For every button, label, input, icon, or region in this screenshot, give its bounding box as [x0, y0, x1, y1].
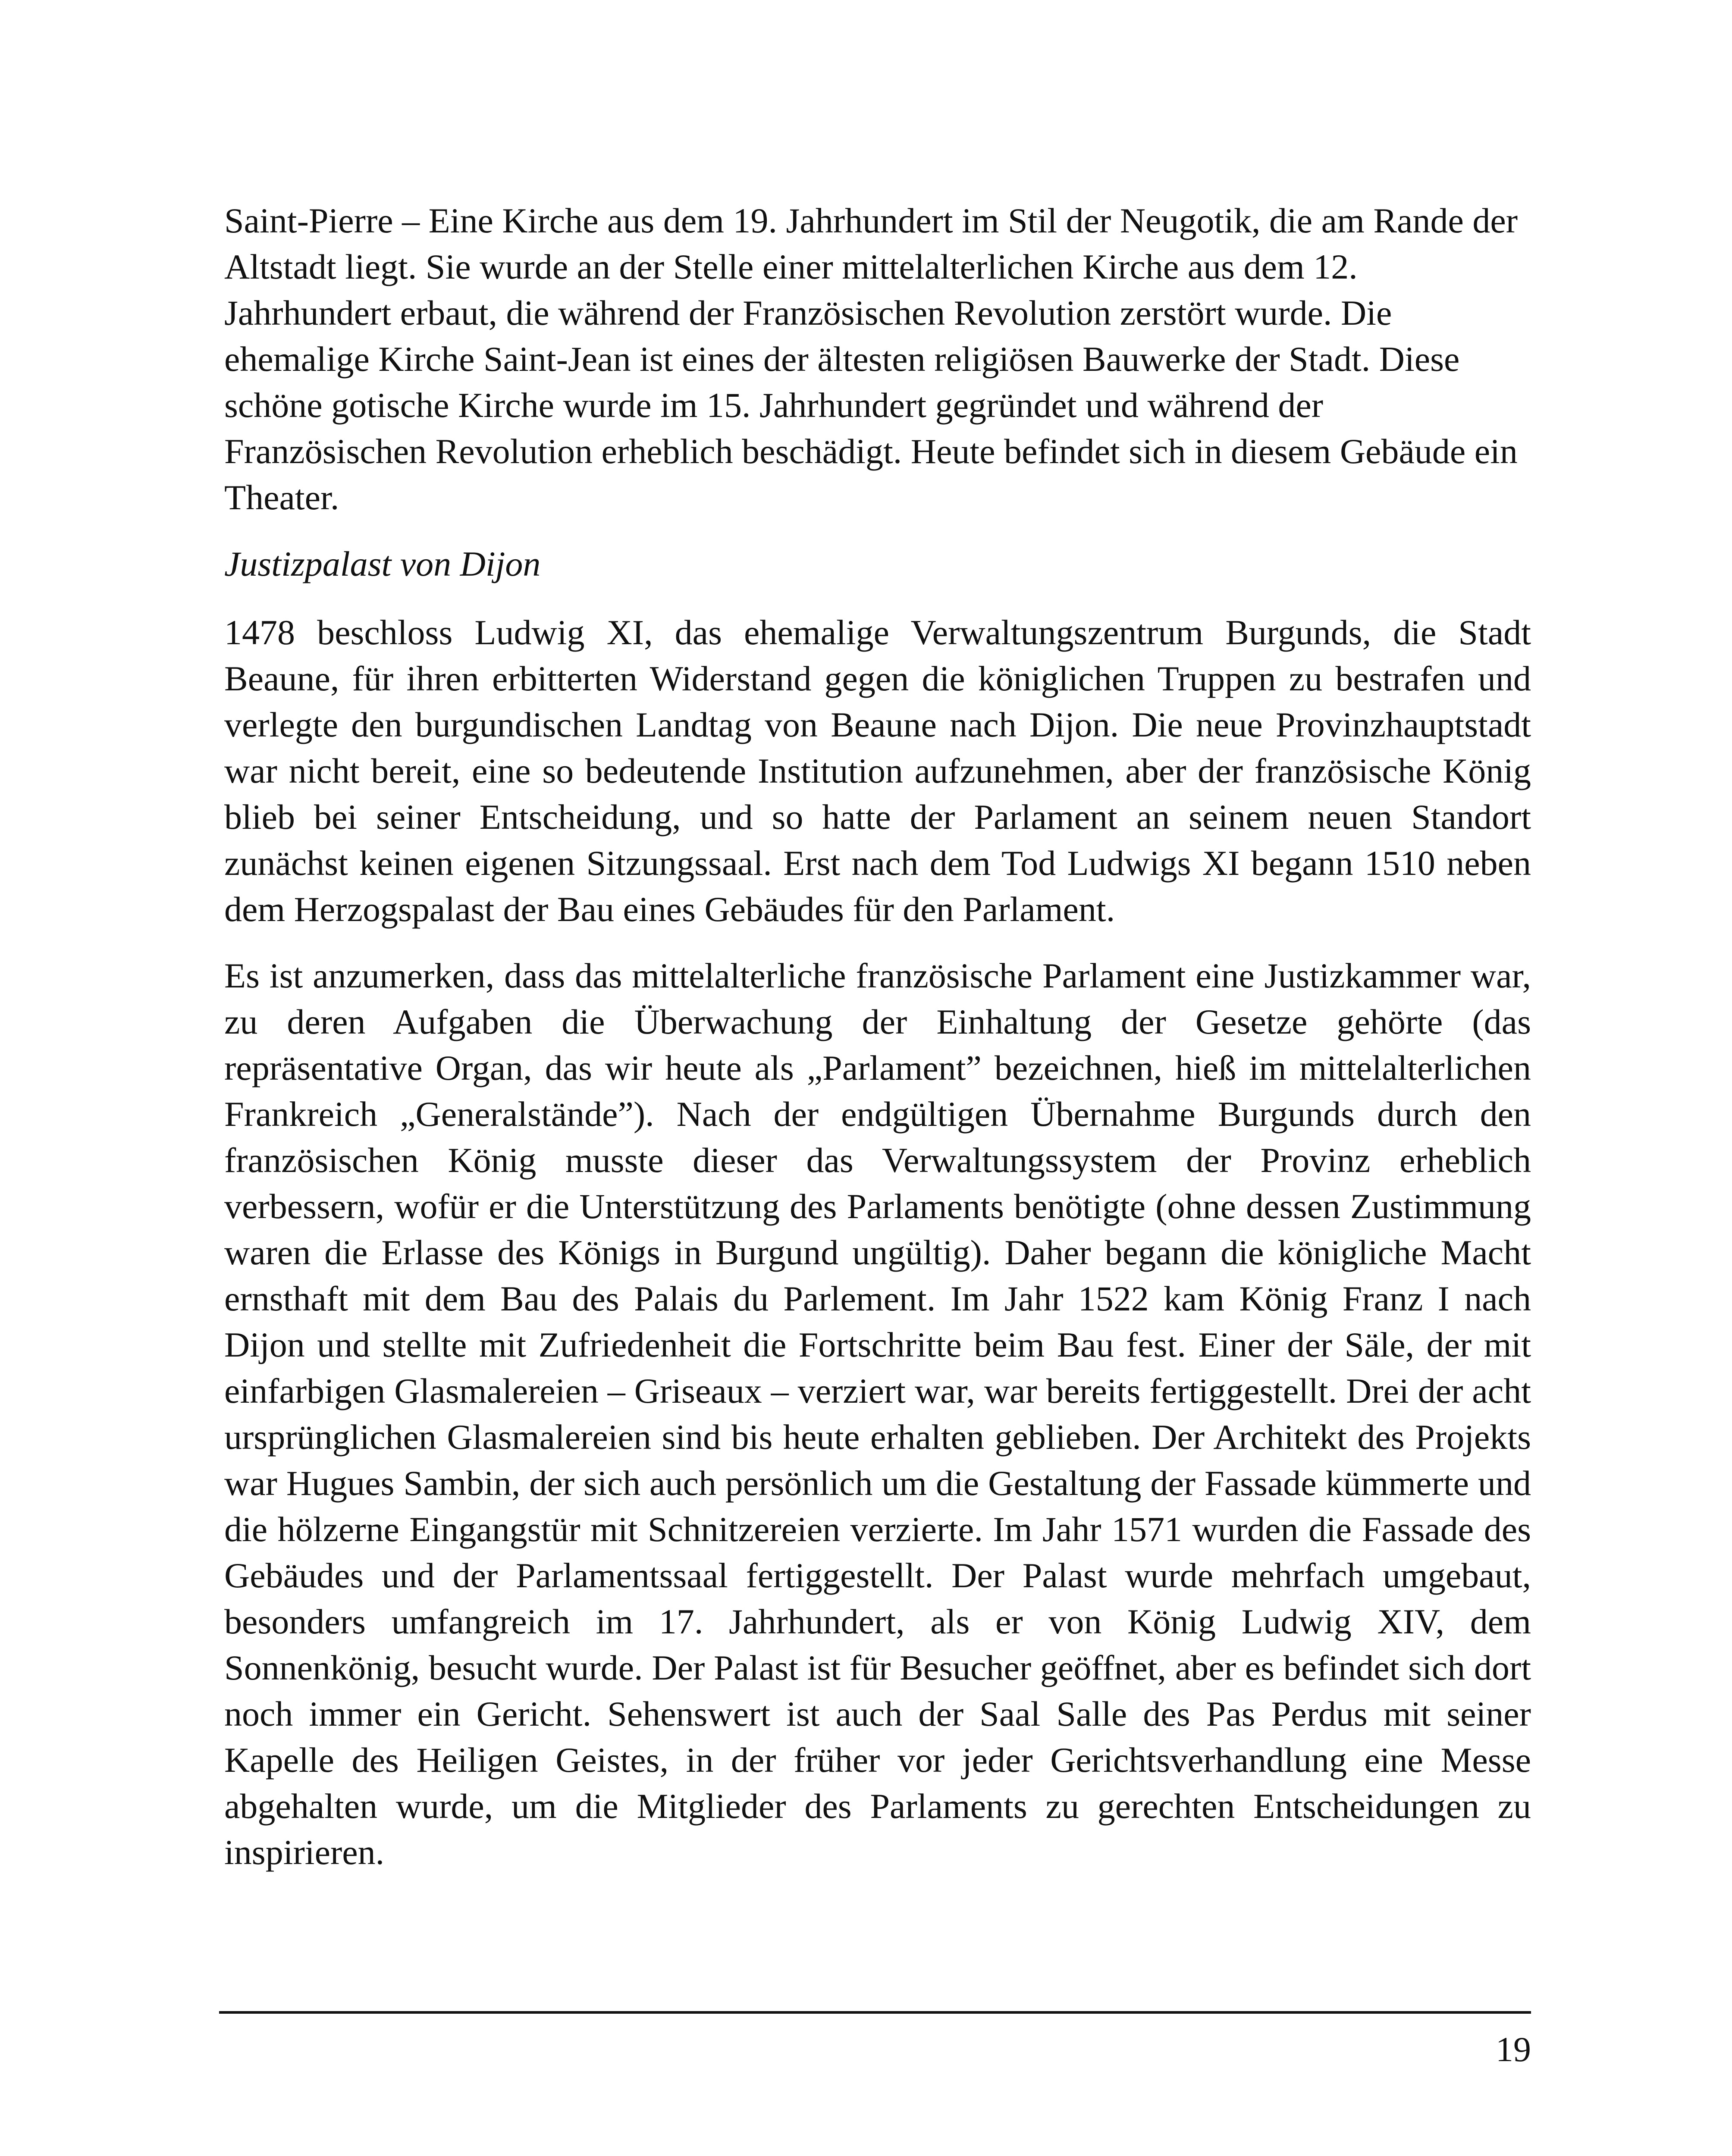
- section-heading: Justizpalast von Dijon: [224, 544, 541, 583]
- paragraph-history-1478: 1478 beschloss Ludwig XI, das ehemalige Verwaltungszentrum Burgunds, die Stadt Beaune, für ihren erbitterten Widerstand gegen die königlichen Truppen zu bestrafen und verlegte den burgundischen Landtag von Beaune nach Dijon. Die neue Provinzhauptstadt war nicht bereit, eine so bedeutende Institution aufzunehmen, aber der französische König blieb bei seiner Entscheidung, und so hatte der Parlament an seinem neuen Standort zunächst keinen eigenen Sitzungssaal. Erst nach dem Tod Ludwigs XI begann 1510 neben dem Herzogspalast der Bau eines Gebäudes für den Parlament.: [224, 613, 1531, 929]
- page-body: [224, 197, 1531, 1875]
- footer-rule: [219, 2011, 1531, 2014]
- intro-paragraph-saint-pierre: Saint-Pierre – Eine Kirche aus dem 19. Jahrhundert im Stil der Neugotik, die am Rande der Altstadt liegt. Sie wurde an der Stelle einer mittelalterlichen Kirche aus dem 12. Jahrhundert erbaut, die während der Französischen Revolution zerstört wurde. Die ehemalige Kirche Saint-Jean ist eines der ältesten religiösen Bauwerke der Stadt. Diese schöne gotische Kirche wurde im 15. Jahrhundert gegründet und während der Französischen Revolution erheblich beschädigt. Heute befindet sich in diesem Gebäude ein Theater.: [224, 201, 1518, 517]
- paragraph-parliament-details: Es ist anzumerken, dass das mittelalterliche französische Parlament eine Justizkammer war, zu deren Aufgaben die Überwachung der Einhaltung der Gesetze gehörte (das repräsentative Organ, das wir heute als „Parlament” bezeichnen, hieß im mittelalterlichen Frankreich „Generalstände”). Nach der endgültigen Übernahme Burgunds durch den französischen König musste dieser das Verwaltungssystem der Provinz erheblich verbessern, wofür er die Unterstützung des Parlaments benötigte (ohne dessen Zustimmung waren die Erlasse des Königs in Burgund ungültig). Daher begann die königliche Macht ernsthaft mit dem Bau des Palais du Parlement. Im Jahr 1522 kam König Franz I nach Dijon und stellte mit Zufriedenheit die Fortschritte beim Bau fest. Einer der Säle, der mit einfarbigen Glasmalereien – Griseaux – verziert war, war bereits fertiggestellt. Drei der acht ursprünglichen Glasmalereien sind bis heute erhalten geblieben. Der Architekt des Projekts war Hugues Sambin, der sich auch persönlich um die Gestaltung der Fassade kümmerte und die hölzerne Eingangstür mit Schnitzereien verzierte. Im Jahr 1571 wurden die Fassade des Gebäudes und der Parlamentssaal fertiggestellt. Der Palast wurde mehrfach umgebaut, besonders umfangreich im 17. Jahrhundert, als er von König Ludwig XIV, dem Sonnenkönig, besucht wurde. Der Palast ist für Besucher geöffnet, aber es befindet sich dort noch immer ein Gericht. Sehenswert ist auch der Saal Salle des Pas Perdus mit seiner Kapelle des Heiligen Geistes, in der früher vor jeder Gerichtsverhandlung eine Messe abgehalten wurde, um die Mitglieder des Parlaments zu gerechten Entscheidungen zu inspirieren.: [224, 956, 1531, 1872]
- page-number: 19: [1496, 2030, 1531, 2069]
